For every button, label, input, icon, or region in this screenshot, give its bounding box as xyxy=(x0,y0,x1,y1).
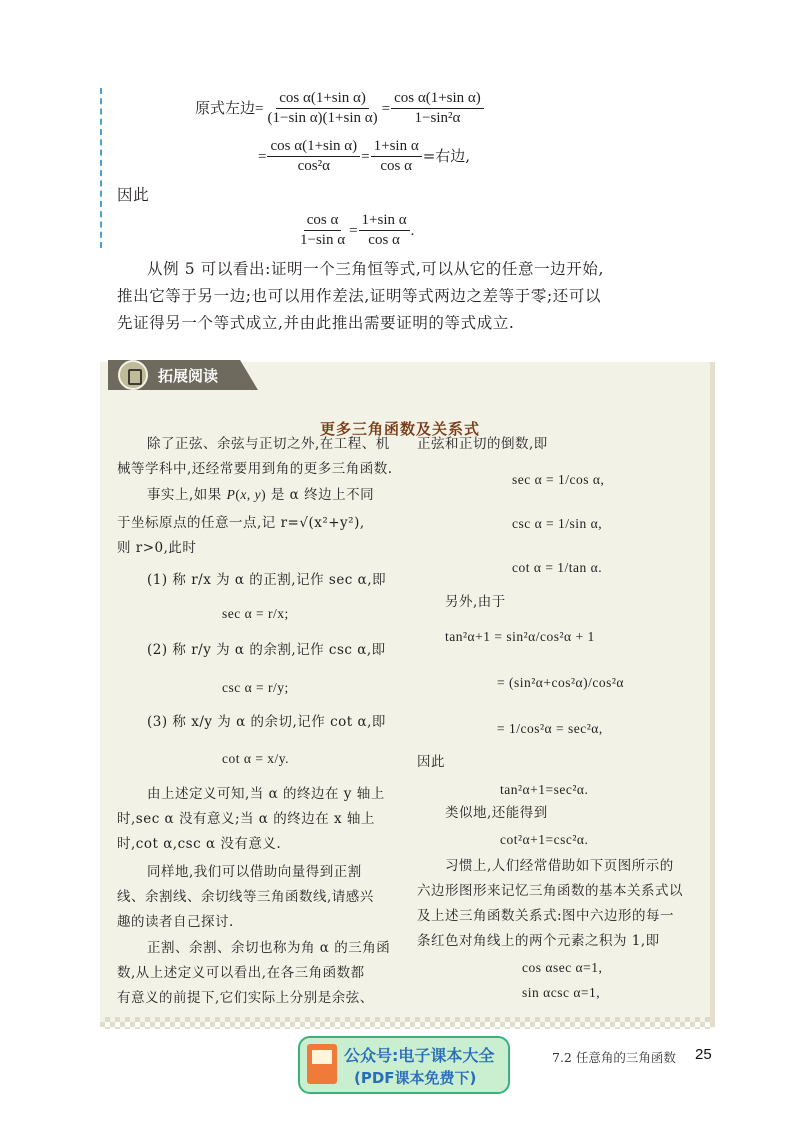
result-equation-1: tan²α+1=sec²α. xyxy=(500,782,589,797)
text-line: 类似地,还能得到 xyxy=(445,805,548,821)
result-equation-2: cot²α+1=csc²α. xyxy=(500,832,589,847)
paragraph-line: 从例 5 可以看出:证明一个三角恒等式,可以从它的任意一边开始, xyxy=(147,260,604,278)
fraction: $\frac{\text{cos α}}{\text{1−sin α}}$ xyxy=(300,212,346,249)
paragraph-line: 先证得另一个等式成立,并由此推出需要证明的等式成立. xyxy=(117,314,515,332)
reciprocal-equation-2: sin αcsc α=1, xyxy=(522,985,601,1000)
text-line: 有意义的前提下,它们实际上分别是余弦、 xyxy=(117,990,374,1006)
fraction: $\frac{\text{cos α(1+sin α)}}{\text{(1−sin α)(1+sin α)}}$ xyxy=(267,90,378,127)
sec-equation: sec α = 1/cos α, xyxy=(512,472,605,487)
therefore-label: 因此 xyxy=(117,186,150,204)
equation-line-1: 原式左边= $\frac{\text{cos α(1+sin α)}}{\text{(1−sin α)(1+sin α)}}$ = $\frac{\text{cos α(1+sin α)}}{\text{1−sin²α}}$ xyxy=(195,90,485,128)
text-line: 时,sec α 没有意义;当 α 的终边在 x 轴上 xyxy=(117,811,375,827)
margin-marker xyxy=(100,88,104,248)
tan-equation-1: tan²α+1 = sin²α/cos²α + 1 xyxy=(445,629,595,644)
box-title: 更多三角函数及关系式 xyxy=(319,420,480,438)
text-line: 条红色对角线上的两个元素之积为 1,即 xyxy=(417,933,660,949)
text-line: 正弦和正切的倒数,即 xyxy=(417,436,548,452)
text-line: 另外,由于 xyxy=(445,594,506,610)
fraction: $\frac{\text{cos α(1+sin α)}}{\text{1−sin²α}}$ xyxy=(391,90,484,128)
text-line: 数,从上述定义可以看出,在各三角函数都 xyxy=(117,965,365,981)
fraction: $\frac{\text{1+sin α}}{\text{cos α}}$ xyxy=(371,138,422,176)
logo-text-line-1: 公众号:电子课本大全 xyxy=(344,1046,495,1065)
text-line: 线、余割线、余切线等三角函数线,请感兴 xyxy=(117,889,374,905)
definition-eq-2: csc α = r/y; xyxy=(222,680,289,695)
text-line: 则 r>0,此时 xyxy=(117,540,197,556)
cot-equation: cot α = 1/tan α. xyxy=(512,560,603,575)
text-line: 同样地,我们可以借助向量得到正割 xyxy=(147,864,362,880)
tan-equation-3: = 1/cos²α = sec²α, xyxy=(497,721,603,736)
fraction: $\frac{\text{1+sin α}}{\text{cos α}}$ xyxy=(359,212,410,250)
definition-item-1: (1) 称 r/x 为 α 的正割,记作 sec α,即 xyxy=(147,572,387,588)
text-line: 时,cot α,csc α 没有意义. xyxy=(117,836,282,852)
definition-item-3: (3) 称 x/y 为 α 的余切,记作 cot α,即 xyxy=(147,714,386,730)
tan-equation-2: = (sin²α+cos²α)/cos²α xyxy=(497,675,624,690)
lhs-label: 原式左边 xyxy=(195,98,256,117)
equation-line-2: = $\frac{\text{cos α(1+sin α)}}{\text{cos²α}}$ = $\frac{\text{1+sin α}}{\text{cos α}}$ =右边, xyxy=(258,138,471,175)
text-line: 习惯上,人们经常借助如下页图所示的 xyxy=(445,858,674,874)
text-line: 除了正弦、余弦与正切之外,在工程、机 xyxy=(147,436,390,452)
text-line: 事实上,如果 P(x, y) 是 α 终边上不同 xyxy=(147,487,375,503)
text-line: 正割、余割、余切也称为角 α 的三角函 xyxy=(147,940,391,956)
text-line: 趣的读者自己探讨. xyxy=(117,914,234,930)
text-line: 由上述定义可知,当 α 的终边在 y 轴上 xyxy=(147,786,385,802)
text-line: 械等学科中,还经常要用到角的更多三角函数. xyxy=(117,461,393,477)
text-line: 及上述三角函数关系式:图中六边形的每一 xyxy=(417,908,675,924)
box-bottom-border xyxy=(100,1017,715,1029)
result-equation: $\frac{\text{cos α}}{\text{1−sin α}}$ = $\frac{\text{1+sin α}}{\text{cos α}}$ . xyxy=(296,212,414,250)
section-footer: 7.2 任意角的三角函数 xyxy=(552,1050,676,1065)
csc-equation: csc α = 1/sin α, xyxy=(512,516,603,531)
text-line: 六边形图形来记忆三角函数的基本关系式以 xyxy=(417,883,683,899)
definition-eq-3: cot α = x/y. xyxy=(222,751,290,766)
definition-eq-1: sec α = r/x; xyxy=(222,606,289,621)
page-number: 25 xyxy=(695,1046,712,1063)
fraction: $\frac{\text{cos α(1+sin α)}}{\text{cos²α}}$ xyxy=(267,138,360,176)
tab-label: 拓展阅读 xyxy=(158,367,219,385)
book-logo-icon xyxy=(307,1044,337,1084)
reciprocal-equation-1: cos αsec α=1, xyxy=(522,960,603,975)
paragraph-line: 推出它等于另一边;也可以用作差法,证明等式两边之差等于零;还可以 xyxy=(117,287,602,305)
text-line: 因此 xyxy=(417,754,445,770)
logo-text-line-2: (PDF课本免费下) xyxy=(354,1069,477,1087)
definition-item-2: (2) 称 r/y 为 α 的余割,记作 csc α,即 xyxy=(147,642,386,658)
text-line: 于坐标原点的任意一点,记 r=√(x²+y²), xyxy=(117,515,365,531)
book-icon xyxy=(118,360,148,390)
